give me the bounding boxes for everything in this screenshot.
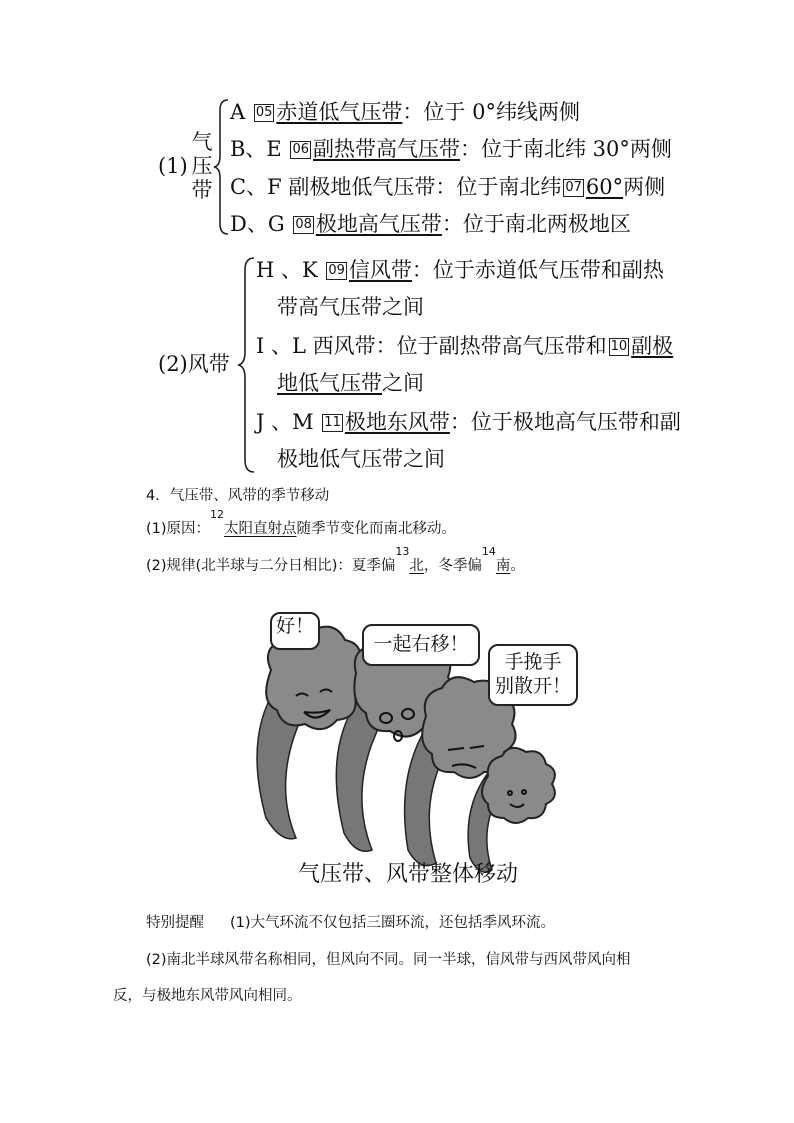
row-prefix: H 、K <box>256 258 318 282</box>
reminder-p2-line2: 反，与极地东风带风向相同。 <box>113 988 302 1004</box>
reminder-title: 特别提醒 <box>146 915 204 931</box>
reminder-p1: (1)大气环流不仅包括三圈环流，还包括季风环流。 <box>230 915 556 931</box>
pressure-row-be <box>230 137 672 161</box>
row-prefix: I 、L 西风带：位于副热带高气压带和 <box>256 334 607 358</box>
wind-row-jm <box>256 410 681 434</box>
rule-answer-2 <box>481 545 511 574</box>
section4-cause <box>146 508 457 539</box>
blank-number: 12 <box>210 508 225 521</box>
answer-text: 60° <box>585 175 624 199</box>
row-text: 两侧 <box>623 175 666 199</box>
blank-number: 11 <box>324 415 341 430</box>
answer-text: 信风带 <box>348 258 412 282</box>
wind-row-hk <box>256 258 664 282</box>
answer-text: 地低气压带 <box>277 371 382 395</box>
blank-number: 13 <box>395 545 410 558</box>
wind-row-jm-cont: 极地低气压带之间 <box>277 447 445 471</box>
section4-rule <box>146 545 525 576</box>
row-prefix: J 、M <box>256 410 314 434</box>
blank-number: 14 <box>481 545 496 558</box>
row-text: ：位于南北纬 30°两侧 <box>460 137 672 161</box>
blank-number: 09 <box>328 263 345 278</box>
row-text: ：位于 0°纬线两侧 <box>402 100 580 124</box>
row-prefix: D、G <box>230 212 285 236</box>
rule-prefix: (2)规律(北半球与二分日相比)：夏季偏 <box>146 558 396 574</box>
cause-prefix: (1)原因： <box>146 521 211 537</box>
bubble-text: 一起右移！ <box>373 633 469 655</box>
answer-text: 极地东风带 <box>344 410 450 434</box>
row-prefix: A <box>230 100 246 124</box>
wind-row-il-cont <box>277 371 424 395</box>
reminder-p2-line1: (2)南北半球风带名称相同，但风向不同。同一半球，信风带与西风带风向相 <box>146 952 631 968</box>
blank-number: 05 <box>255 105 273 120</box>
blank-number: 07 <box>565 180 582 195</box>
row-text: ：位于赤道低气压带和副热 <box>411 258 664 282</box>
speech-bubble-1 <box>270 612 320 650</box>
bubble-text: 手挽手 <box>504 651 562 673</box>
row-prefix: C、F <box>230 175 282 199</box>
pressure-row-cf <box>230 175 665 199</box>
row-text: 之间 <box>382 371 424 395</box>
blank-number: 06 <box>292 142 309 157</box>
speech-bubble-3 <box>488 644 578 706</box>
answer-text: 极地高气压带 <box>315 212 442 236</box>
answer-text: 赤道低气压带 <box>276 100 403 124</box>
rule-mid: ，冬季偏 <box>423 558 482 574</box>
pressure-label: (1) <box>158 154 188 178</box>
row-prefix: B、E <box>230 137 282 161</box>
row-text: ：位于极地高气压带和副 <box>449 410 681 434</box>
rule-answer-1 <box>395 545 424 574</box>
wind-row-il <box>256 334 673 358</box>
reminder-line1 <box>146 913 555 933</box>
blank-number: 08 <box>295 217 312 232</box>
pressure-brace <box>212 98 232 236</box>
speech-bubble-2 <box>362 624 480 666</box>
row-text: 副极地低气压带：位于南北纬 <box>288 175 562 199</box>
row-text: ：位于南北两极地区 <box>441 212 631 236</box>
bubble-text: 好！ <box>275 615 314 637</box>
pressure-row-dg <box>230 212 631 236</box>
cause-answer <box>210 508 297 537</box>
pressure-row-a <box>230 100 580 124</box>
vertical-char: 带 <box>191 178 213 202</box>
wind-brace <box>236 256 258 474</box>
answer-text: 副热带高气压带 <box>313 137 460 161</box>
blank-number: 10 <box>610 339 628 354</box>
answer-text: 北 <box>409 558 424 574</box>
section4-heading: 4．气压带、风带的季节移动 <box>146 488 330 504</box>
vertical-char: 压 <box>191 154 213 178</box>
illustration-caption: 气压带、风带整体移动 <box>298 862 519 887</box>
pressure-vertical-title <box>190 130 214 202</box>
rule-end: 。 <box>510 558 525 574</box>
illustration <box>226 588 602 900</box>
bubble-text: 别散开！ <box>494 675 571 697</box>
wind-label: (2)风带 <box>158 352 230 376</box>
cause-text: 随季节变化而南北移动。 <box>296 521 457 537</box>
vertical-char: 气 <box>191 130 213 154</box>
answer-text: 南 <box>495 558 511 574</box>
answer-text: 太阳直射点 <box>224 521 297 537</box>
wind-row-hk-cont: 带高气压带之间 <box>277 295 424 319</box>
answer-text: 副极 <box>631 334 674 358</box>
